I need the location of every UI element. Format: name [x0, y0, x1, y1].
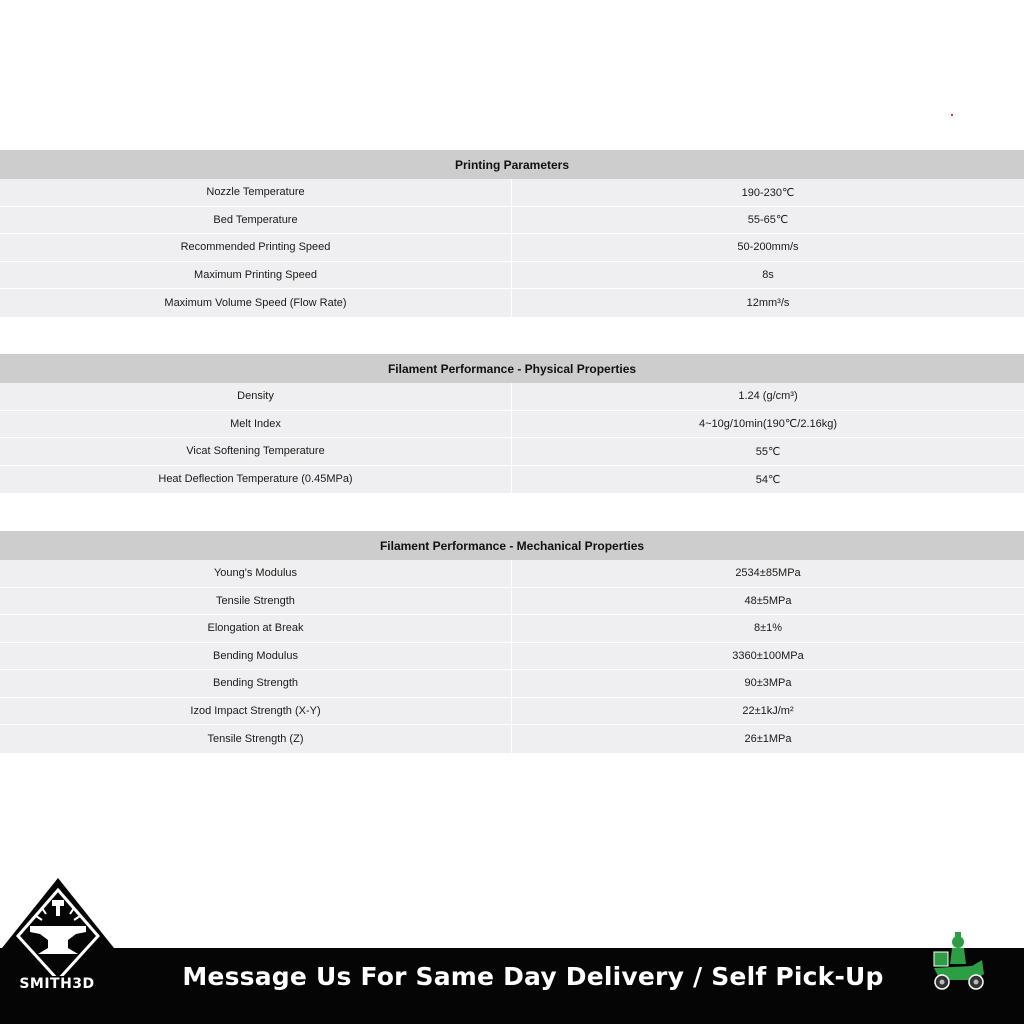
row-label: Tensile Strength [0, 588, 512, 615]
table-row [0, 383, 1024, 411]
row-label: Bed Temperature [0, 207, 512, 234]
table-row [0, 179, 1024, 207]
table-row [0, 411, 1024, 439]
row-label: Izod Impact Strength (X-Y) [0, 698, 512, 725]
row-value: 48±5MPa [744, 594, 792, 607]
table-row [0, 615, 1024, 643]
row-value: 190-230℃ [741, 186, 795, 199]
table-row [0, 588, 1024, 616]
table-row [0, 698, 1024, 726]
table-title: Filament Performance - Physical Properties [0, 354, 1024, 383]
brand-name: SMITH3D [19, 976, 95, 992]
table-row [0, 438, 1024, 466]
row-label: Density [0, 383, 512, 410]
row-value: 8±1% [753, 622, 783, 635]
row-value: 3360±100MPa [732, 649, 804, 662]
table-title: Filament Performance - Mechanical Properties [0, 531, 1024, 560]
row-label: Heat Deflection Temperature (0.45MPa) [0, 466, 512, 494]
table-row [0, 289, 1024, 317]
table-row [0, 207, 1024, 235]
table-row [0, 234, 1024, 262]
row-value: 22±1kJ/m² [742, 704, 794, 717]
table-row [0, 262, 1024, 290]
row-label: Melt Index [0, 411, 512, 438]
mechanical-properties-table [0, 531, 1024, 753]
row-label: Tensile Strength (Z) [0, 725, 512, 753]
row-value: 2534±85MPa [735, 567, 801, 580]
table-row [0, 670, 1024, 698]
row-label: Bending Modulus [0, 643, 512, 670]
table-row [0, 725, 1024, 753]
row-value: 55℃ [755, 445, 781, 458]
row-value: 4~10g/10min(190℃/2.16kg) [698, 418, 838, 431]
row-label: Vicat Softening Temperature [0, 438, 512, 465]
row-label: Maximum Printing Speed [0, 262, 512, 289]
row-value: 90±3MPa [744, 677, 792, 690]
row-value: 12mm³/s [746, 296, 790, 309]
anvil-logo-icon [2, 876, 116, 976]
delivery-scooter-icon [928, 930, 988, 994]
row-label: Nozzle Temperature [0, 179, 512, 206]
table-row [0, 466, 1024, 494]
table-row [0, 643, 1024, 671]
table-title: Printing Parameters [0, 150, 1024, 179]
brand-logo [2, 876, 116, 996]
row-value: 55-65℃ [747, 214, 789, 227]
row-label: Maximum Volume Speed (Flow Rate) [0, 289, 512, 317]
row-label: Elongation at Break [0, 615, 512, 642]
decorative-dot [951, 114, 953, 116]
printing-parameters-table [0, 150, 1024, 317]
row-value: 26±1MPa [744, 732, 792, 745]
row-label: Recommended Printing Speed [0, 234, 512, 261]
row-value: 54℃ [755, 473, 781, 486]
row-label: Young's Modulus [0, 560, 512, 587]
row-value: 1.24 (g/cm³) [738, 390, 798, 403]
footer-message: Message Us For Same Day Delivery / Self Pick-Up [182, 961, 884, 991]
row-label: Bending Strength [0, 670, 512, 697]
row-value: 8s [762, 268, 774, 281]
table-row [0, 560, 1024, 588]
physical-properties-table [0, 354, 1024, 493]
row-value: 50-200mm/s [737, 241, 799, 254]
